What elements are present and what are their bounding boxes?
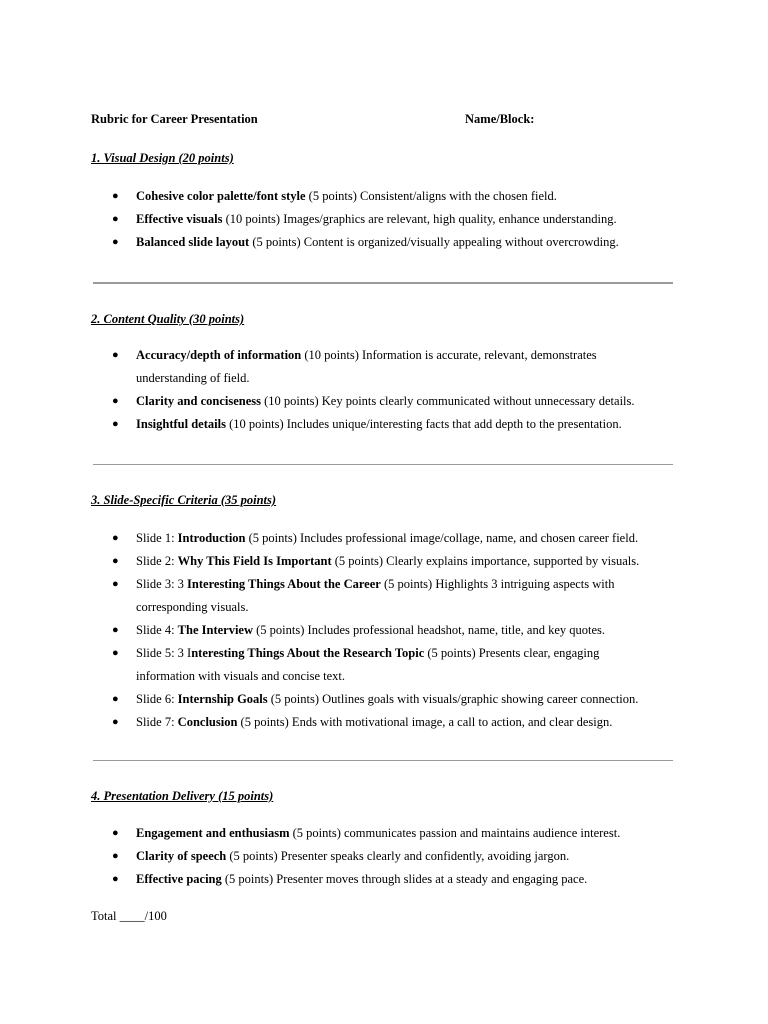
list-item [91, 573, 691, 619]
criterion-name: Clarity of speech [136, 849, 227, 863]
bullet-icon: ● [112, 190, 119, 202]
list-item [91, 868, 691, 891]
name-block-label: Name/Block: [465, 112, 535, 126]
section-heading-slide-criteria: 3. Slide-Specific Criteria (35 points) [91, 493, 277, 507]
list-item [91, 642, 691, 688]
criterion-name: Conclusion [177, 715, 238, 729]
criterion-name: Introduction [177, 531, 246, 545]
criterion-description: (5 points) Ends with motivational image, a call to action, and clear design. [237, 715, 613, 729]
criterion-description: (10 points) Includes unique/interesting facts that add depth to the presentation. [225, 417, 622, 431]
bullet-icon: ● [112, 716, 119, 728]
bullet-icon: ● [112, 395, 119, 407]
list-item [91, 208, 691, 231]
section-heading-content-quality: 2. Content Quality (30 points) [91, 312, 245, 326]
section-divider [93, 464, 673, 465]
criterion-name: Internship Goals [177, 692, 268, 706]
criterion-name: Balanced slide layout [136, 235, 250, 249]
slide-label: Slide 1: [136, 531, 178, 545]
criterion-description: (5 points) Includes professional image/collage, name, and chosen career field. [245, 531, 639, 545]
bullet-icon: ● [112, 213, 119, 225]
list-item [91, 845, 691, 868]
document-header [91, 113, 681, 129]
bullet-icon: ● [112, 693, 119, 705]
list-item [91, 185, 691, 208]
criterion-description: (10 points) Key points clearly communicated without unnecessary details. [261, 394, 635, 408]
criterion-name: Accuracy/depth of information [136, 348, 302, 362]
criterion-description: (5 points) Content is organized/visually appealing without overcrowding. [249, 235, 619, 249]
list-item [91, 344, 691, 390]
criterion-description: (5 points) Clearly explains importance, supported by visuals. [331, 554, 640, 568]
slide-label: Slide 2: [136, 554, 178, 568]
criterion-description-continued: corresponding visuals. [136, 600, 249, 614]
section-heading-visual-design: 1. Visual Design (20 points) [91, 151, 234, 165]
bullet-icon: ● [112, 349, 119, 361]
slide-label: Slide 4: [136, 623, 178, 637]
criterion-name: nteresting Things About the Research Topic [191, 646, 425, 660]
criterion-description-continued: understanding of field. [136, 371, 250, 385]
slide-label: Slide 5: 3 I [136, 646, 192, 660]
bullet-icon: ● [112, 418, 119, 430]
criterion-name: Effective pacing [136, 872, 222, 886]
total-score-line: Total ____/100 [91, 909, 167, 923]
section-divider [93, 760, 673, 761]
criterion-name: Cohesive color palette/font style [136, 189, 306, 203]
section-heading-presentation-delivery: 4. Presentation Delivery (15 points) [91, 789, 274, 803]
criterion-name: Clarity and conciseness [136, 394, 261, 408]
criterion-name: Why This Field Is Important [177, 554, 332, 568]
list-item [91, 390, 691, 413]
criterion-name: Engagement and enthusiasm [136, 826, 290, 840]
list-item [91, 619, 691, 642]
slide-label: Slide 7: [136, 715, 178, 729]
criterion-name: Effective visuals [136, 212, 223, 226]
bullet-icon: ● [112, 578, 119, 590]
section-list-slide-criteria [91, 527, 691, 734]
bullet-icon: ● [112, 827, 119, 839]
criterion-description-continued: information with visuals and concise text. [136, 669, 345, 683]
section-list-presentation-delivery [91, 822, 691, 891]
criterion-description: (5 points) Presenter speaks clearly and confidently, avoiding jargon. [226, 849, 570, 863]
list-item [91, 711, 691, 734]
criterion-description: (5 points) communicates passion and maintains audience interest. [289, 826, 621, 840]
criterion-name: Insightful details [136, 417, 226, 431]
list-item [91, 413, 691, 436]
document-title: Rubric for Career Presentation [91, 112, 258, 126]
criterion-name: Interesting Things About the Career [187, 577, 381, 591]
slide-label: Slide 3: 3 [136, 577, 188, 591]
criterion-description: (5 points) Presenter moves through slides at a steady and engaging pace. [221, 872, 588, 886]
list-item [91, 822, 691, 845]
bullet-icon: ● [112, 624, 119, 636]
criterion-description: (5 points) Includes professional headshot, name, title, and key quotes. [253, 623, 606, 637]
list-item [91, 527, 691, 550]
bullet-icon: ● [112, 850, 119, 862]
bullet-icon: ● [112, 532, 119, 544]
bullet-icon: ● [112, 647, 119, 659]
list-item [91, 688, 691, 711]
slide-label: Slide 6: [136, 692, 178, 706]
bullet-icon: ● [112, 555, 119, 567]
criterion-description: (5 points) Presents clear, engaging [424, 646, 600, 660]
criterion-name: The Interview [177, 623, 254, 637]
bullet-icon: ● [112, 873, 119, 885]
bullet-icon: ● [112, 236, 119, 248]
list-item [91, 550, 691, 573]
criterion-description: (5 points) Consistent/aligns with the chosen field. [305, 189, 557, 203]
section-divider [93, 282, 673, 284]
criterion-description: (10 points) Information is accurate, relevant, demonstrates [301, 348, 597, 362]
list-item [91, 231, 691, 254]
criterion-description: (5 points) Outlines goals with visuals/graphic showing career connection. [267, 692, 639, 706]
section-list-visual-design [91, 185, 691, 254]
criterion-description: (10 points) Images/graphics are relevant, high quality, enhance understanding. [222, 212, 617, 226]
section-list-content-quality [91, 344, 691, 436]
criterion-description: (5 points) Highlights 3 intriguing aspects with [380, 577, 615, 591]
